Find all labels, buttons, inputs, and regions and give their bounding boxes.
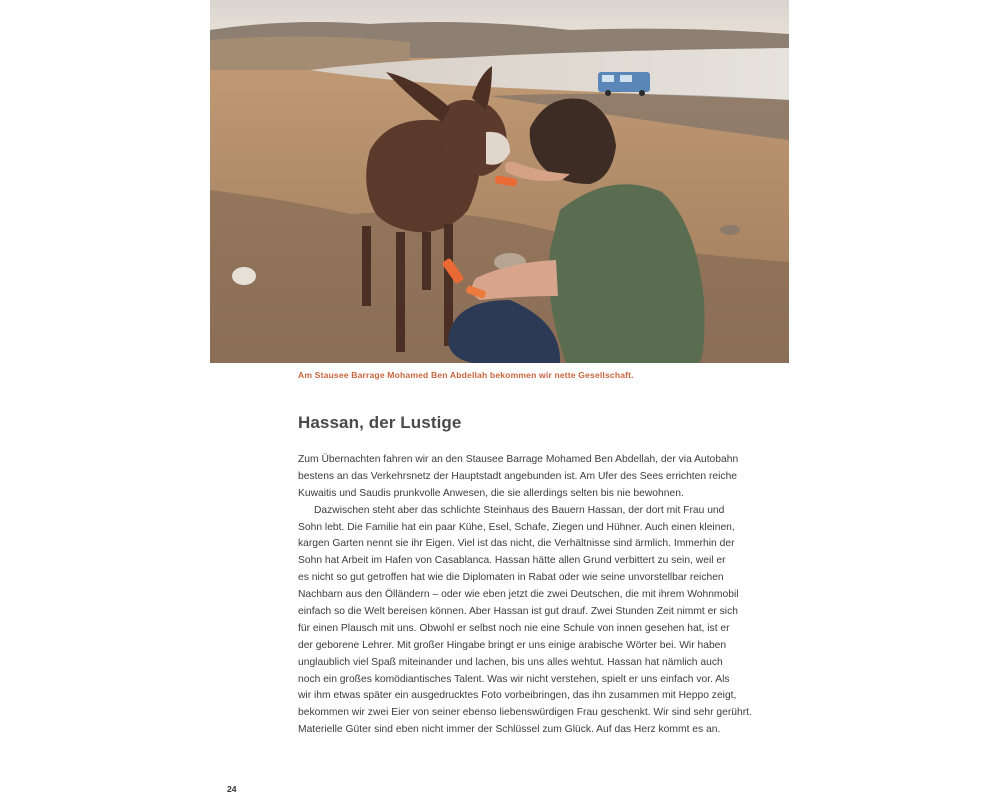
text-line: einfach so die Welt bereisen können. Aber Hassan ist gut drauf. Zwei Stunden Zeit nimmt er sich bbox=[298, 606, 738, 618]
text-line: Kuwaitis und Saudis prunkvolle Anwesen, die sie allerdings selten bis nie bewohnen. bbox=[298, 487, 684, 499]
section-heading: Hassan, der Lustige bbox=[298, 413, 462, 432]
text-line: bekommen wir zwei Eier von seiner ebenso liebenswürdigen Frau geschenkt. Wir sind sehr gerührt. bbox=[298, 707, 752, 719]
text-line: der geborene Lehrer. Mit großer Hingabe bringt er uns einige arabische Wörter bei. Wir haben bbox=[298, 639, 727, 651]
text-line: Sohn lebt. Die Familie hat ein paar Kühe, Esel, Schafe, Ziegen und Hühner. Auch einen kleinen, bbox=[298, 521, 735, 533]
text-line: bestens an das Verkehrsnetz der Hauptstadt angebunden ist. Am Ufer des Sees errichten reiche bbox=[298, 470, 738, 482]
text-line: Nachbarn aus den Ölländern – oder wie eben jetzt die zwei Deutschen, die mit ihrem Wohnmobil bbox=[298, 589, 739, 601]
text-line: Zum Übernachten fahren wir an den Stausee Barrage Mohamed Ben Abdellah, der via Autobahn bbox=[298, 454, 739, 465]
page-number: 24 bbox=[227, 784, 237, 794]
text-line: unglaublich viel Spaß miteinander und lachen, bis uns alles wehtut. Hassan hat nämlich auch bbox=[298, 656, 723, 668]
text-line: noch ein großes komödiantisches Talent. Was wir nicht verstehen, spielt er uns einfach vor. Als bbox=[298, 673, 730, 685]
body-text bbox=[298, 452, 752, 739]
text-line: Dazwischen steht aber das schlichte Steinhaus des Bauern Hassan, der dort mit Frau und bbox=[314, 504, 725, 516]
photo-illustration bbox=[210, 0, 789, 363]
text-line: wir ihm etwas später ein ausgedrucktes Foto vorbeibringen, das ihn zusammen mit Heppo zeigt, bbox=[298, 690, 737, 702]
text-line: kargen Garten nennt sie ihr Eigen. Viel ist das nicht, die Verhältnisse sind ärmlich. Immerhin der bbox=[298, 538, 735, 550]
text-line: Sohn hat Arbeit im Hafen von Casablanca. Hassan hätte allen Grund verbittert zu sein, weil er bbox=[298, 555, 726, 567]
photo-donkey-lake bbox=[210, 0, 789, 363]
text-line: Materielle Güter sind eben nicht immer der Schlüssel zum Glück. Auf das Herz kommt es an. bbox=[298, 724, 721, 736]
text-line: für einen Plausch mit uns. Obwohl er selbst noch nie eine Schule von innen gesehen hat, ist er bbox=[298, 622, 730, 634]
photo-caption: Am Stausee Barrage Mohamed Ben Abdellah bekommen wir nette Gesellschaft. bbox=[298, 370, 634, 380]
text-line: es nicht so gut getroffen hat wie die Diplomaten in Rabat oder wie seine unvorstellbar reichen bbox=[298, 572, 724, 584]
